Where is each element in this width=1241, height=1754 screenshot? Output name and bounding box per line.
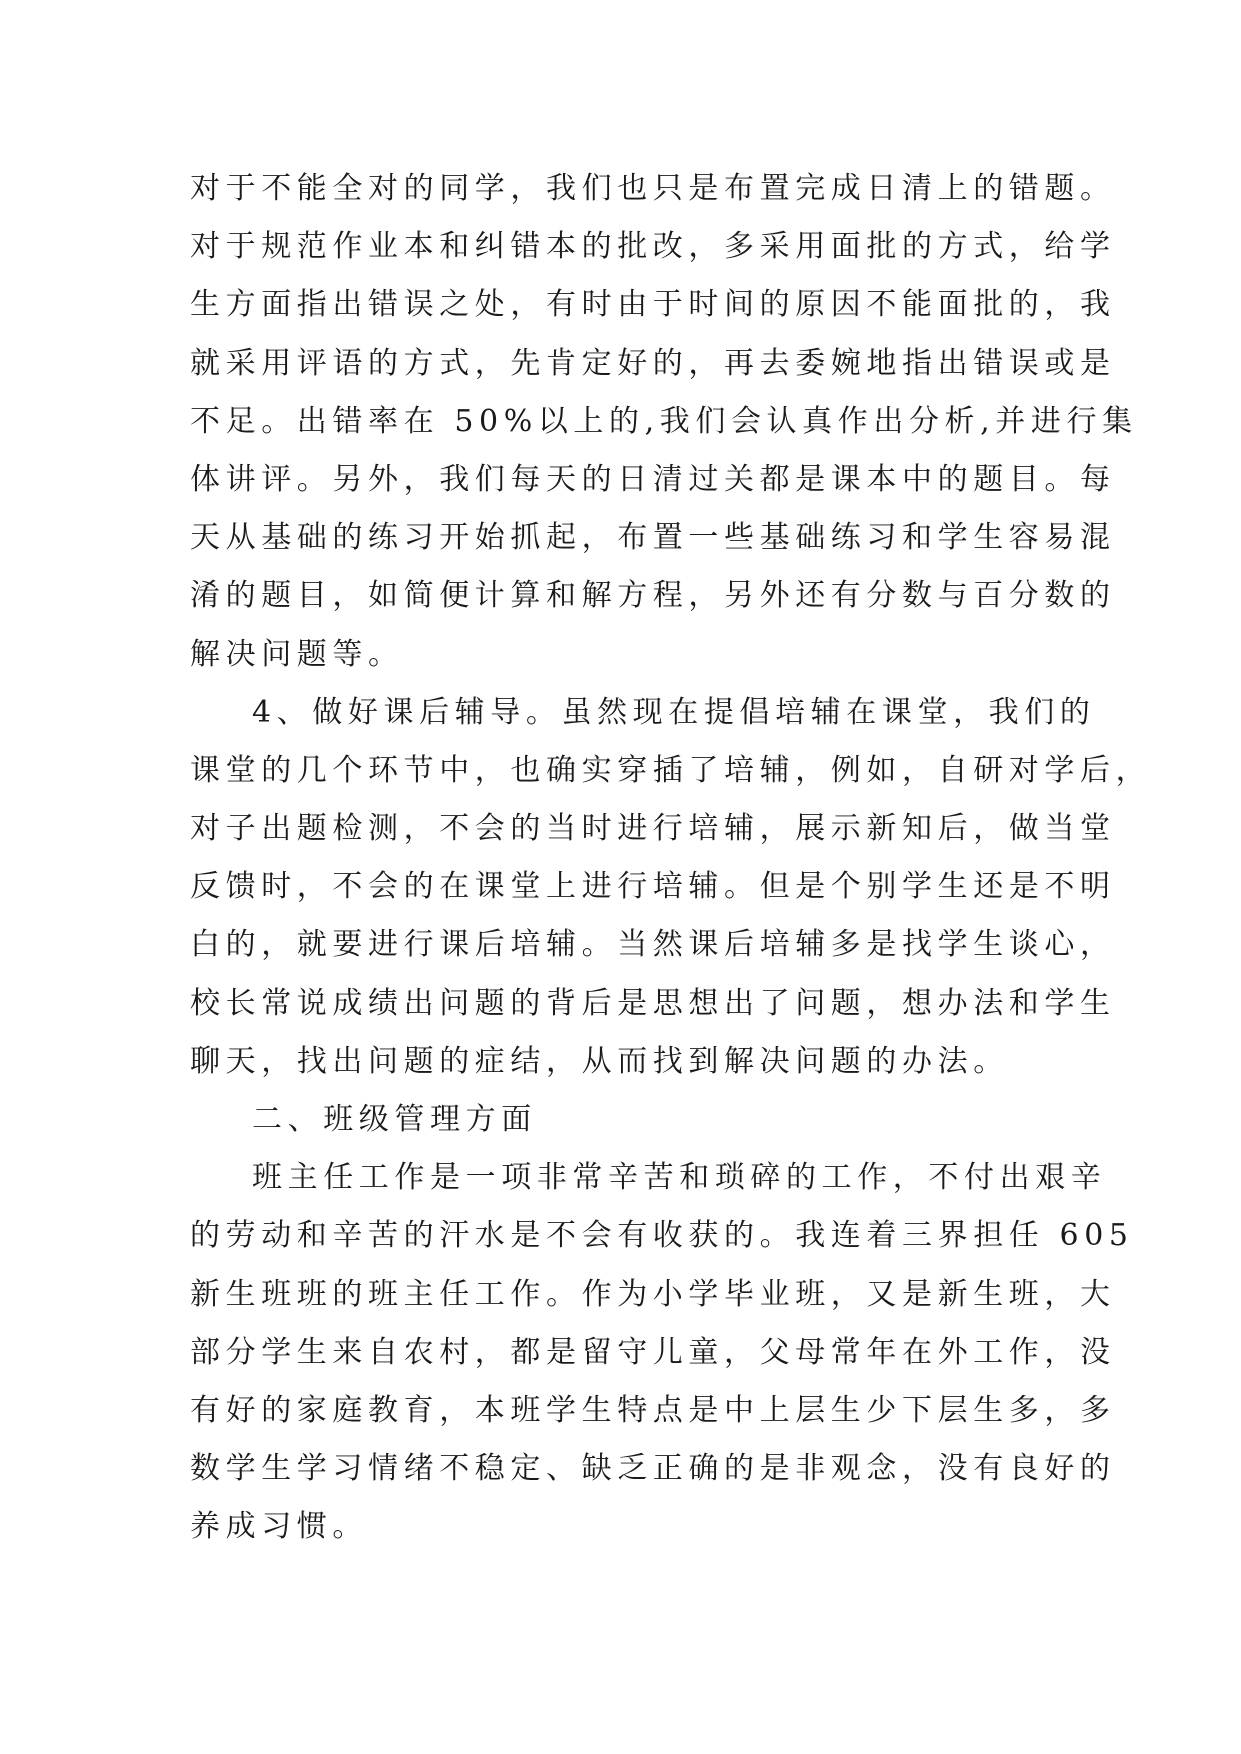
text-line: 班主任工作是一项非常辛苦和琐碎的工作，不付出艰辛 xyxy=(252,1160,1107,1196)
text-line: 就采用评语的方式，先肯定好的，再去委婉地指出错误或是 xyxy=(190,345,1116,381)
text-line: 校长常说成绩出问题的背后是思想出了问题，想办法和学生 xyxy=(190,985,1116,1021)
text-line: 4、做好课后辅导。虽然现在提倡培辅在课堂，我们的 xyxy=(252,694,1096,730)
text-line: 新生班班的班主任工作。作为小学毕业班，又是新生班，大 xyxy=(190,1276,1116,1312)
text-line: 天从基础的练习开始抓起，布置一些基础练习和学生容易混 xyxy=(190,520,1116,556)
text-line: 二、班级管理方面 xyxy=(252,1102,537,1137)
text-line: 淆的题目，如简便计算和解方程，另外还有分数与百分数的 xyxy=(190,578,1116,614)
body-text xyxy=(190,160,1152,1557)
text-line: 聊天，找出问题的症结，从而找到解决问题的办法。 xyxy=(190,1043,1009,1079)
text-line: 的劳动和辛苦的汗水是不会有收获的。我连着三界担任 605 xyxy=(190,1218,1134,1254)
text-line: 反馈时，不会的在课堂上进行培辅。但是个别学生还是不明 xyxy=(190,869,1116,905)
text-line: 数学生学习情绪不稳定、缺乏正确的是非观念，没有良好的 xyxy=(190,1451,1116,1487)
text-line: 对子出题检测，不会的当时进行培辅，展示新知后，做当堂 xyxy=(190,811,1116,847)
text-line: 课堂的几个环节中，也确实穿插了培辅，例如，自研对学后， xyxy=(190,752,1152,788)
text-line: 对于规范作业本和纠错本的批改，多采用面批的方式，给学 xyxy=(190,229,1116,265)
text-line: 体讲评。另外，我们每天的日清过关都是课本中的题目。每 xyxy=(190,461,1116,497)
text-line: 养成习惯。 xyxy=(190,1509,368,1545)
text-line: 不足。出错率在 50%以上的,我们会认真作出分析,并进行集 xyxy=(190,403,1138,439)
text-line: 解决问题等。 xyxy=(190,636,404,672)
text-line: 部分学生来自农村，都是留守儿童，父母常年在外工作，没 xyxy=(190,1334,1116,1370)
text-line: 有好的家庭教育，本班学生特点是中上层生少下层生多，多 xyxy=(190,1392,1116,1428)
text-line: 白的，就要进行课后培辅。当然课后培辅多是找学生谈心， xyxy=(190,927,1116,963)
text-line: 生方面指出错误之处，有时由于时间的原因不能面批的，我 xyxy=(190,287,1116,323)
text-line: 对于不能全对的同学，我们也只是布置完成日清上的错题。 xyxy=(190,171,1116,206)
